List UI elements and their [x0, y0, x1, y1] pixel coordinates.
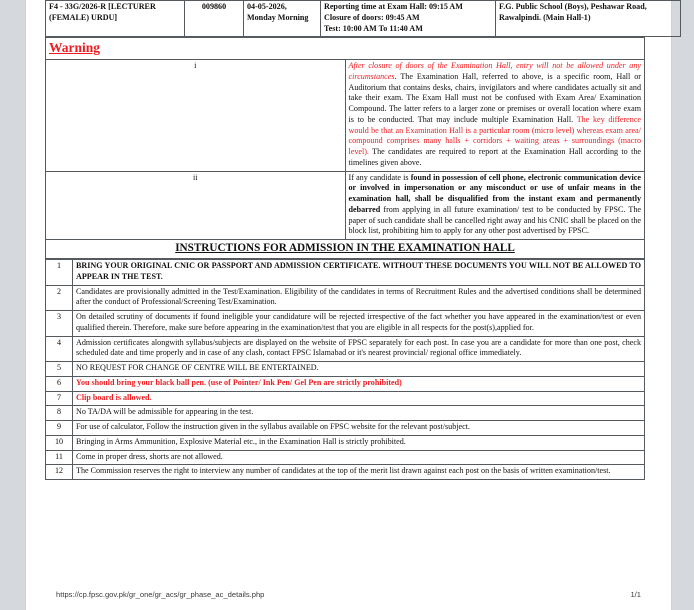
- post-cell: F4 - 33G/2026-R [LECTURER (FEMALE) URDU]: [46, 1, 185, 37]
- instruction-number: 6: [46, 376, 73, 391]
- warning-heading: Warning: [49, 40, 101, 56]
- instructions-title-cell: [46, 240, 645, 259]
- instruction-row: [46, 285, 645, 311]
- instruction-text: The Commission reserves the right to interview any number of candidates at the top of the merit list drawn against each post on the basis of written examination/test.: [73, 465, 645, 480]
- instruction-row: [46, 362, 645, 377]
- instruction-number: 5: [46, 362, 73, 377]
- warning-text: [345, 60, 645, 172]
- instruction-text: NO REQUEST FOR CHANGE OF CENTRE WILL BE ENTERTAINED.: [73, 362, 645, 377]
- instruction-number: 7: [46, 391, 73, 406]
- instruction-number: 9: [46, 421, 73, 436]
- instructions-heading: INSTRUCTIONS FOR ADMISSION IN THE EXAMINATION HALL: [175, 242, 515, 255]
- instruction-text: For use of calculator, Follow the instruction given in the syllabus available on FPSC website for the relevant post/subject.: [73, 421, 645, 436]
- instruction-text: Come in proper dress, shorts are not allowed.: [73, 450, 645, 465]
- warning-segment: . The Examination Hall, referred to above, is a specific room, Hall or Auditorium that contains desks, chairs, invigilators and where candidates actually sit and take their exam. The Exam Hall must not be confused with Exam Area/ Examination Compound. The latter refers to a larger zone or premises or overall location where exam is to be conducted. That may include multiple Examination Hall.: [348, 71, 641, 124]
- instruction-number: 12: [46, 465, 73, 480]
- instruction-number: 4: [46, 336, 73, 362]
- print-preview-page: [25, 0, 672, 610]
- instruction-row: [46, 465, 645, 480]
- instruction-text: BRING YOUR ORIGINAL CNIC OR PASSPORT AND ADMISSION CERTIFICATE. WITHOUT THESE DOCUMENTS YOU WILL NOT BE ALLOWED TO APPEAR IN THE TEST.: [73, 260, 645, 286]
- instruction-number: 8: [46, 406, 73, 421]
- warning-item-row: [46, 60, 645, 172]
- instruction-text: On detailed scrutiny of documents if found ineligible your candidature will be rejected irrespective of the fact whether you have appeared in the examination/test or even qualified therein. Therefore, make sure before appearing in the examination/test that you are eligible in all respects for the post(s),applied for.: [73, 311, 645, 337]
- roll-number-cell: 009860: [185, 1, 244, 37]
- instruction-text: You should bring your black ball pen. (use of Pointer/ Ink Pen/ Gel Pen are strictly prohibited): [73, 376, 645, 391]
- closure-time-text: Closure of doors: 09:45 AM: [324, 12, 420, 22]
- warning-segment: found in possession of cell phone, electronic communication device or involved in impersonation or any misconduct or use of unfair means in the examination hall, shall be disqualified from the instant exam and permanently debarred: [348, 172, 641, 214]
- warning-segment: The key difference would be that an Examination Hall is a particular room (micro level) whereas exam area/ compound comprises many halls + corridors + waiting areas + surroundings (macro level).: [348, 114, 642, 157]
- instruction-row: [46, 260, 645, 286]
- instruction-row: [46, 391, 645, 406]
- instruction-row: [46, 311, 645, 337]
- warning-segment: from applying in all future examination/ test to be conducted by FPSC. The paper of such candidate shall be cancelled right away and his CNIC shall be placed on the block list, prohibiting him to apply for any other post advertised by FPSC.: [348, 204, 641, 236]
- warning-segment: The candidates are required to report at the Examination Hall according to the timelines given above.: [348, 147, 641, 167]
- admission-certificate-table: [45, 0, 681, 37]
- instruction-number: 3: [46, 311, 73, 337]
- instruction-text: Candidates are provisionally admitted in the Test/Examination. Eligibility of the candidates in terms of Recruitment Rules and the advertised conditions shall be determined after the conduct of Professional/Screening Test/Examination.: [73, 285, 645, 311]
- warning-numeral: ii: [46, 171, 346, 240]
- warning-segment: After closure of doors of the Examination Hall, entry will not be allowed under any circumstances: [348, 61, 641, 81]
- exam-date-cell: 04-05-2026, Monday Morning: [244, 1, 321, 37]
- warning-text: [345, 171, 645, 240]
- instruction-text: Clip board is allowed.: [73, 391, 645, 406]
- instruction-row: [46, 450, 645, 465]
- reporting-time-text: Reporting time at Exam Hall: 09:15 AM: [324, 2, 463, 11]
- instruction-number: 1: [46, 260, 73, 286]
- test-time-text: Test: 10:00 AM To 11:40 AM: [324, 23, 423, 33]
- warning-item-row: [46, 171, 645, 240]
- instruction-text: Admission certificates alongwith syllabus/subjects are displayed on the website of FPSC separately for each post. In case you are a candidate for more than one post, check scheduled date and time properly and in case of any clash, contact FPSC Islamabad or it's nearest provincial/ regional office immediately.: [73, 336, 645, 362]
- warning-title-cell: [46, 38, 645, 60]
- instruction-text: No TA/DA will be admissible for appearing in the test.: [73, 406, 645, 421]
- instruction-row: [46, 406, 645, 421]
- instruction-number: 10: [46, 435, 73, 450]
- warning-table: [45, 37, 645, 259]
- instruction-row: [46, 336, 645, 362]
- warning-segment: If any candidate is: [348, 172, 411, 182]
- print-footer: [25, 590, 672, 599]
- footer-page-indicator: 1/1: [630, 590, 641, 599]
- warning-title-row: [46, 38, 645, 60]
- instructions-table: [45, 259, 645, 480]
- document-sheet: [45, 0, 645, 480]
- venue-cell: F.G. Public School (Boys), Peshawar Road, Rawalpindi. (Main Hall-1): [496, 1, 681, 37]
- instruction-text: Bringing in Arms Ammunition, Explosive Material etc., in the Examination Hall is strictly prohibited.: [73, 435, 645, 450]
- exam-detail-row: [46, 1, 681, 37]
- warning-numeral: i: [46, 60, 346, 172]
- instruction-row: [46, 435, 645, 450]
- instruction-number: 2: [46, 285, 73, 311]
- instruction-number: 11: [46, 450, 73, 465]
- instruction-row: [46, 421, 645, 436]
- instructions-title-row: [46, 240, 645, 259]
- instruction-row: [46, 376, 645, 391]
- footer-url: https://cp.fpsc.gov.pk/gr_one/gr_acs/gr_phase_ac_details.php: [56, 590, 265, 599]
- exam-timing-cell: [321, 1, 496, 37]
